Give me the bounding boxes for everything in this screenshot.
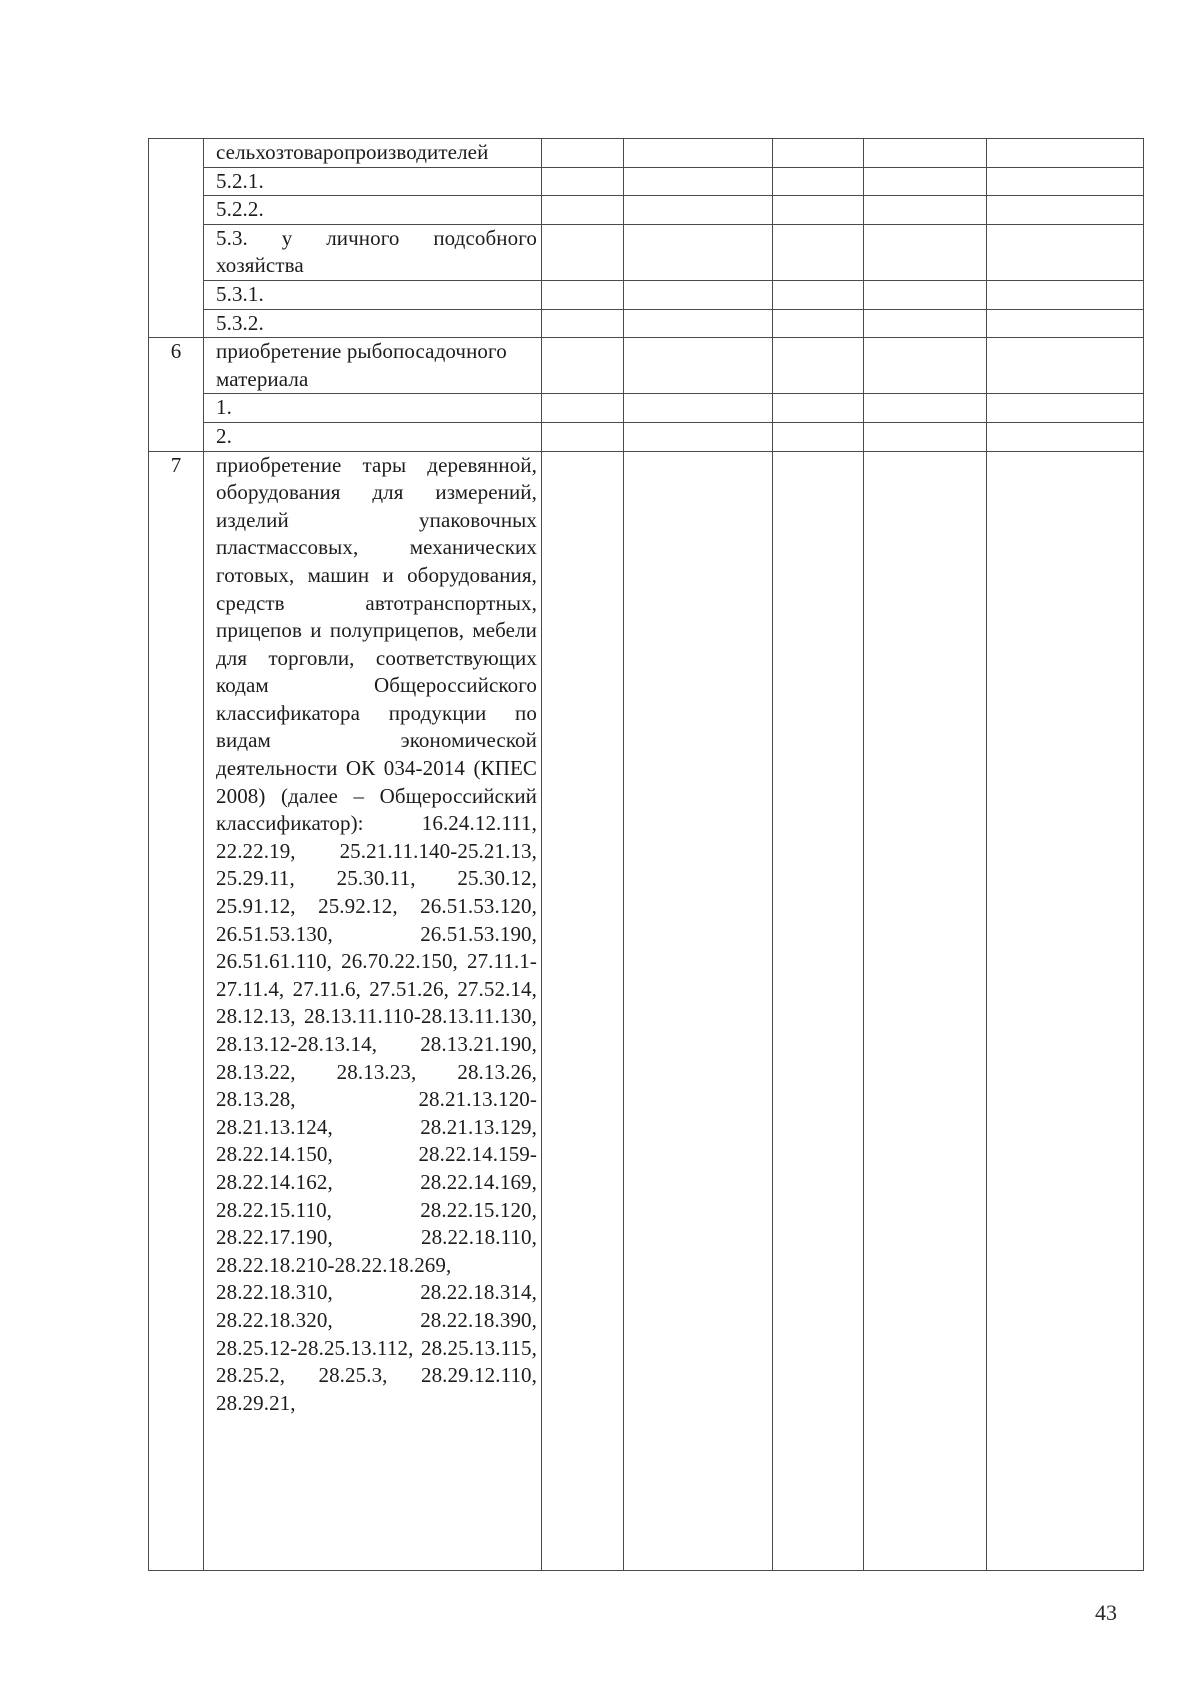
item-name: 1. [216, 395, 232, 420]
row-number: 7 [170, 452, 182, 477]
value-cell [773, 196, 864, 225]
value-cell [987, 394, 1144, 423]
item-name: 5.3.1. [216, 281, 264, 306]
table-row [149, 224, 1144, 280]
budget-table [148, 138, 1144, 1571]
value-cell [773, 309, 864, 338]
value-cell [542, 167, 624, 196]
item-name: приобретение тары деревянной, оборудования для измерений, изделий упаковочных пластмассовых, механических готовых, машин и оборудования, средств автотранспортных, прицепов и полуприцепов, мебели для торговли, соответствующих кодам Общероссийского классификатора продукции по видам экономической деятельности ОК 034-2014 (КПЕС 2008) (далее – Общероссийский классификатор): 16.24.12.111, 22.22.19, 25.21.11.140-25.21.13, 25.29.11, 25.30.11, 25.30.12, 25.91.12, 25.92.12, 26.51.53.120, 26.51.53.130, 26.51.53.190, 26.51.61.110, 26.70.22.150, 27.11.1-27.11.4, 27.11.6, 27.51.26, 27.52.14, 28.12.13, 28.13.11.110-28.13.11.130, 28.13.12-28.13.14, 28.13.21.190, 28.13.22, 28.13.23, 28.13.26, 28.13.28, 28.21.13.120-28.21.13.124, 28.21.13.129, 28.22.14.150, 28.22.14.159-28.22.14.162, 28.22.14.169, 28.22.15.110, 28.22.15.120, 28.22.17.190, 28.22.18.110, 28.22.18.210-28.22.18.269, 28.22.18.310, 28.22.18.314, 28.22.18.320, 28.22.18.390, 28.25.12-28.25.13.112, 28.25.13.115, 28.25.2, 28.25.3, 28.29.12.110, 28.29.21, [216, 452, 537, 1415]
value-cell [773, 139, 864, 168]
value-cell [864, 139, 987, 168]
value-cell [773, 280, 864, 309]
value-cell [987, 422, 1144, 451]
value-cell [987, 224, 1144, 280]
table-row [149, 280, 1144, 309]
item-name-cell [204, 280, 542, 309]
value-cell [864, 338, 987, 394]
value-cell [987, 309, 1144, 338]
value-cell [542, 224, 624, 280]
value-cell [987, 451, 1144, 1570]
value-cell [864, 224, 987, 280]
item-name-cell [204, 139, 542, 168]
value-cell [864, 280, 987, 309]
item-name: 5.2.2. [216, 197, 264, 222]
item-name: 5.3. у личного подсобного хозяйства [216, 225, 537, 278]
item-name: приобретение рыбопосадочного материала [216, 339, 507, 391]
value-cell [624, 451, 773, 1570]
value-cell [542, 338, 624, 394]
value-cell [773, 224, 864, 280]
value-cell [864, 309, 987, 338]
value-cell [624, 394, 773, 423]
item-name-cell [204, 167, 542, 196]
value-cell [624, 422, 773, 451]
item-name: 5.2.1. [216, 168, 264, 193]
value-cell [987, 167, 1144, 196]
value-cell [542, 139, 624, 168]
value-cell [864, 394, 987, 423]
value-cell [987, 280, 1144, 309]
value-cell [864, 451, 987, 1570]
value-cell [987, 196, 1144, 225]
item-name-cell [204, 338, 542, 394]
value-cell [542, 280, 624, 309]
value-cell [773, 422, 864, 451]
table-row [149, 338, 1144, 394]
row-number-cell [149, 338, 204, 451]
item-name-cell [204, 309, 542, 338]
value-cell [624, 224, 773, 280]
row-number-cell [149, 139, 204, 338]
value-cell [542, 309, 624, 338]
table-row [149, 139, 1144, 168]
table-row [149, 394, 1144, 423]
value-cell [624, 280, 773, 309]
value-cell [624, 309, 773, 338]
item-name: 5.3.2. [216, 310, 264, 335]
row-number: 6 [170, 339, 182, 364]
value-cell [624, 196, 773, 225]
row-number-cell [149, 451, 204, 1570]
value-cell [773, 338, 864, 394]
value-cell [773, 167, 864, 196]
item-name-cell [204, 394, 542, 423]
value-cell [987, 338, 1144, 394]
item-name-cell [204, 451, 542, 1570]
page-number: 43 [1095, 1600, 1117, 1625]
item-name: 2. [216, 423, 232, 448]
table-row [149, 422, 1144, 451]
value-cell [624, 167, 773, 196]
item-name: сельхозтоваропроизводителей [216, 140, 489, 164]
table-row [149, 309, 1144, 338]
value-cell [624, 338, 773, 394]
value-cell [542, 422, 624, 451]
value-cell [864, 422, 987, 451]
value-cell [864, 196, 987, 225]
table-row [149, 196, 1144, 225]
value-cell [773, 451, 864, 1570]
value-cell [624, 139, 773, 168]
value-cell [773, 394, 864, 423]
value-cell [542, 394, 624, 423]
value-cell [987, 139, 1144, 168]
item-name-cell [204, 224, 542, 280]
item-name-cell [204, 422, 542, 451]
table-row [149, 167, 1144, 196]
value-cell [864, 167, 987, 196]
value-cell [542, 196, 624, 225]
table-row [149, 451, 1144, 1570]
item-name-cell [204, 196, 542, 225]
value-cell [542, 451, 624, 1570]
